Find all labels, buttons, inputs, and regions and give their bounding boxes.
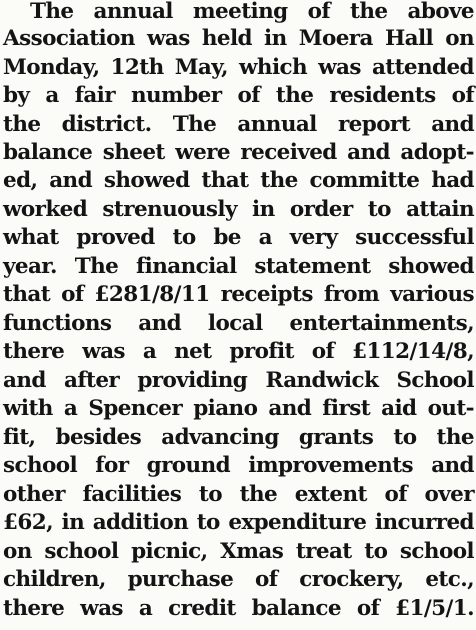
- text-line-12: functions and local entertainments,: [3, 311, 474, 336]
- text-line-20: on school picnic, Xmas treat to school: [3, 539, 474, 564]
- text-line-8: worked strenuously in order to attain: [3, 197, 474, 222]
- text-line-13: there was a net profit of £112/14/8,: [3, 339, 474, 364]
- text-line-19: £62, in addition to expenditure incurred: [3, 510, 474, 535]
- text-line-15: with a Spencer piano and first aid out-: [3, 396, 474, 421]
- text-line-18: other facilities to the extent of over: [3, 482, 474, 507]
- text-line-22: there was a credit balance of £1/5/1.: [3, 596, 474, 621]
- text-line-5: the district. The annual report and: [3, 112, 474, 137]
- text-line-14: and after providing Randwick School: [3, 368, 474, 393]
- text-line-2: Association was held in Moera Hall on: [3, 26, 474, 51]
- text-line-6: balance sheet were received and adopt-: [3, 140, 474, 165]
- text-line-3: Monday, 12th May, which was attended: [3, 55, 474, 80]
- text-line-4: by a fair number of the residents of: [3, 83, 474, 108]
- text-line-17: school for ground improvements and: [3, 453, 474, 478]
- text-line-10: year. The financial statement showed: [3, 254, 474, 279]
- text-line-11: that of £281/8/11 receipts from various: [3, 282, 474, 307]
- text-line-16: fit, besides advancing grants to the: [3, 425, 474, 450]
- text-line-21: children, purchase of crockery, etc.,: [3, 567, 474, 592]
- text-line-7: ed, and showed that the committe had: [3, 168, 474, 193]
- text-line-9: what proved to be a very successful: [3, 225, 474, 250]
- text-line-1: The annual meeting of the above: [30, 0, 474, 24]
